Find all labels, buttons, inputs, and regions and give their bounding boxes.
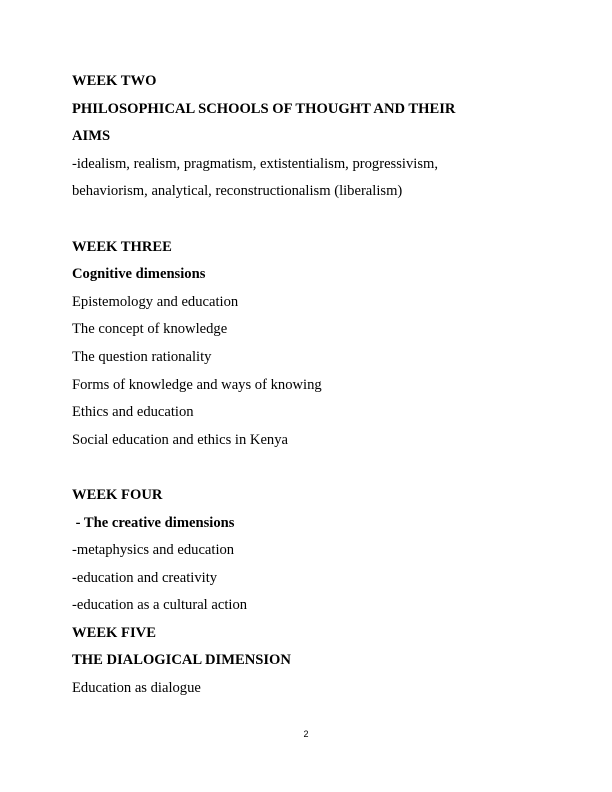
week-four-heading: - The creative dimensions <box>72 514 235 531</box>
week-four-title: WEEK FOUR <box>72 486 163 503</box>
week-three-heading: Cognitive dimensions <box>72 266 206 283</box>
list-item: behaviorism, analytical, reconstructionalism (liberalism) <box>72 183 403 200</box>
list-item: Education as dialogue <box>72 680 201 697</box>
document-page <box>72 68 552 703</box>
list-item: -metaphysics and education <box>72 542 235 559</box>
list-item: Ethics and education <box>72 404 194 421</box>
list-item: -education as a cultural action <box>72 597 248 614</box>
week-five-title: WEEK FIVE <box>72 624 156 641</box>
week-two-heading-cont: AIMS <box>72 128 111 145</box>
list-item: -idealism, realism, pragmatism, extistentialism, progressivism, <box>72 155 438 172</box>
blank-line <box>72 206 552 234</box>
week-two-title: WEEK TWO <box>72 73 157 89</box>
list-item: Forms of knowledge and ways of knowing <box>72 376 322 393</box>
week-three-title: WEEK THREE <box>72 238 172 255</box>
list-item: Epistemology and education <box>72 293 239 310</box>
list-item: The question rationality <box>72 348 212 365</box>
week-two-heading: PHILOSOPHICAL SCHOOLS OF THOUGHT AND THEIR <box>72 100 456 117</box>
list-item: Social education and ethics in Kenya <box>72 431 288 448</box>
week-five-heading: THE DIALOGICAL DIMENSION <box>72 652 291 669</box>
list-item: -education and creativity <box>72 569 218 586</box>
list-item: The concept of knowledge <box>72 321 228 338</box>
blank-line <box>72 454 552 482</box>
page-number: 2 <box>303 729 309 739</box>
